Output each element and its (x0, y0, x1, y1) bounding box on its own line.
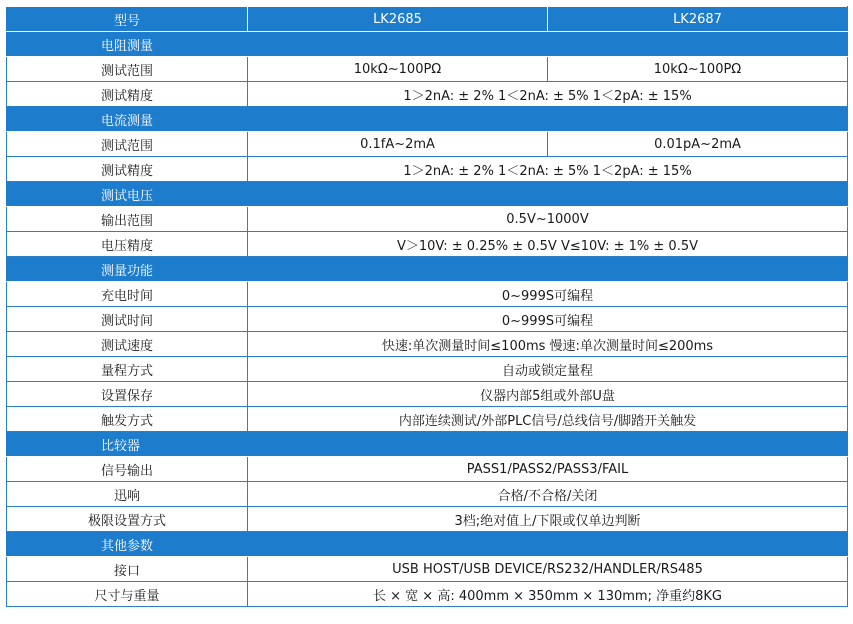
row-label: 尺寸与重量 (7, 582, 248, 607)
row-value: 0~999S可编程 (248, 282, 848, 307)
row-label: 迅响 (7, 482, 248, 507)
row-label: 设置保存 (7, 382, 248, 407)
section-header-voltage (7, 182, 848, 207)
row-value-a: 10kΩ~100PΩ (248, 57, 548, 82)
table-row (7, 332, 848, 357)
section-header-comparator (7, 432, 848, 457)
table-row (7, 382, 848, 407)
model-a: LK2685 (248, 7, 548, 32)
row-label: 信号输出 (7, 457, 248, 482)
model-b: LK2687 (548, 7, 848, 32)
row-value: 1＞2nA: ± 2% 1＜2nA: ± 5% 1＜2pA: ± 15% (248, 157, 848, 182)
header-row (7, 7, 848, 32)
row-label: 测试精度 (7, 82, 248, 107)
table-row (7, 557, 848, 582)
section-header-other (7, 532, 848, 557)
row-value-b: 0.01pA~2mA (548, 132, 848, 157)
section-title: 电流测量 (7, 107, 848, 132)
row-value: 0~999S可编程 (248, 307, 848, 332)
table-row (7, 82, 848, 107)
table-row (7, 457, 848, 482)
row-value: 3档;绝对值上/下限或仅单边判断 (248, 507, 848, 532)
row-label: 接口 (7, 557, 248, 582)
row-label: 测试时间 (7, 307, 248, 332)
row-value: 内部连续测试/外部PLC信号/总线信号/脚踏开关触发 (248, 407, 848, 432)
table-row (7, 207, 848, 232)
row-value: 自动或锁定量程 (248, 357, 848, 382)
row-label: 充电时间 (7, 282, 248, 307)
table-row (7, 132, 848, 157)
row-label: 极限设置方式 (7, 507, 248, 532)
row-value: USB HOST/USB DEVICE/RS232/HANDLER/RS485 (248, 557, 848, 582)
section-title: 其他参数 (7, 532, 848, 557)
row-label: 测试速度 (7, 332, 248, 357)
row-value: 长 × 宽 × 高: 400mm × 350mm × 130mm; 净重约8KG (248, 582, 848, 607)
table-row (7, 307, 848, 332)
row-value: PASS1/PASS2/PASS3/FAIL (248, 457, 848, 482)
section-title: 电阻测量 (7, 32, 848, 57)
table-row (7, 282, 848, 307)
table-row (7, 57, 848, 82)
table-row (7, 582, 848, 607)
spec-table (6, 6, 848, 607)
row-value: 快速:单次测量时间≤100ms 慢速:单次测量时间≤200ms (248, 332, 848, 357)
row-value: 合格/不合格/关闭 (248, 482, 848, 507)
section-title: 比较器 (7, 432, 848, 457)
model-label: 型号 (7, 7, 248, 32)
row-label: 输出范围 (7, 207, 248, 232)
row-label: 触发方式 (7, 407, 248, 432)
table-row (7, 507, 848, 532)
section-header-current (7, 107, 848, 132)
table-row (7, 157, 848, 182)
row-label: 测试精度 (7, 157, 248, 182)
table-row (7, 482, 848, 507)
row-value: 1＞2nA: ± 2% 1＜2nA: ± 5% 1＜2pA: ± 15% (248, 82, 848, 107)
row-label: 测试范围 (7, 132, 248, 157)
section-title: 测量功能 (7, 257, 848, 282)
section-title: 测试电压 (7, 182, 848, 207)
section-header-resistance (7, 32, 848, 57)
section-header-functions (7, 257, 848, 282)
row-label: 量程方式 (7, 357, 248, 382)
row-label: 电压精度 (7, 232, 248, 257)
table-row (7, 232, 848, 257)
row-value: V＞10V: ± 0.25% ± 0.5V V≤10V: ± 1% ± 0.5V (248, 232, 848, 257)
row-value: 0.5V~1000V (248, 207, 848, 232)
table-row (7, 357, 848, 382)
row-value-a: 0.1fA~2mA (248, 132, 548, 157)
row-value-b: 10kΩ~100PΩ (548, 57, 848, 82)
table-row (7, 407, 848, 432)
row-value: 仪器内部5组或外部U盘 (248, 382, 848, 407)
row-label: 测试范围 (7, 57, 248, 82)
